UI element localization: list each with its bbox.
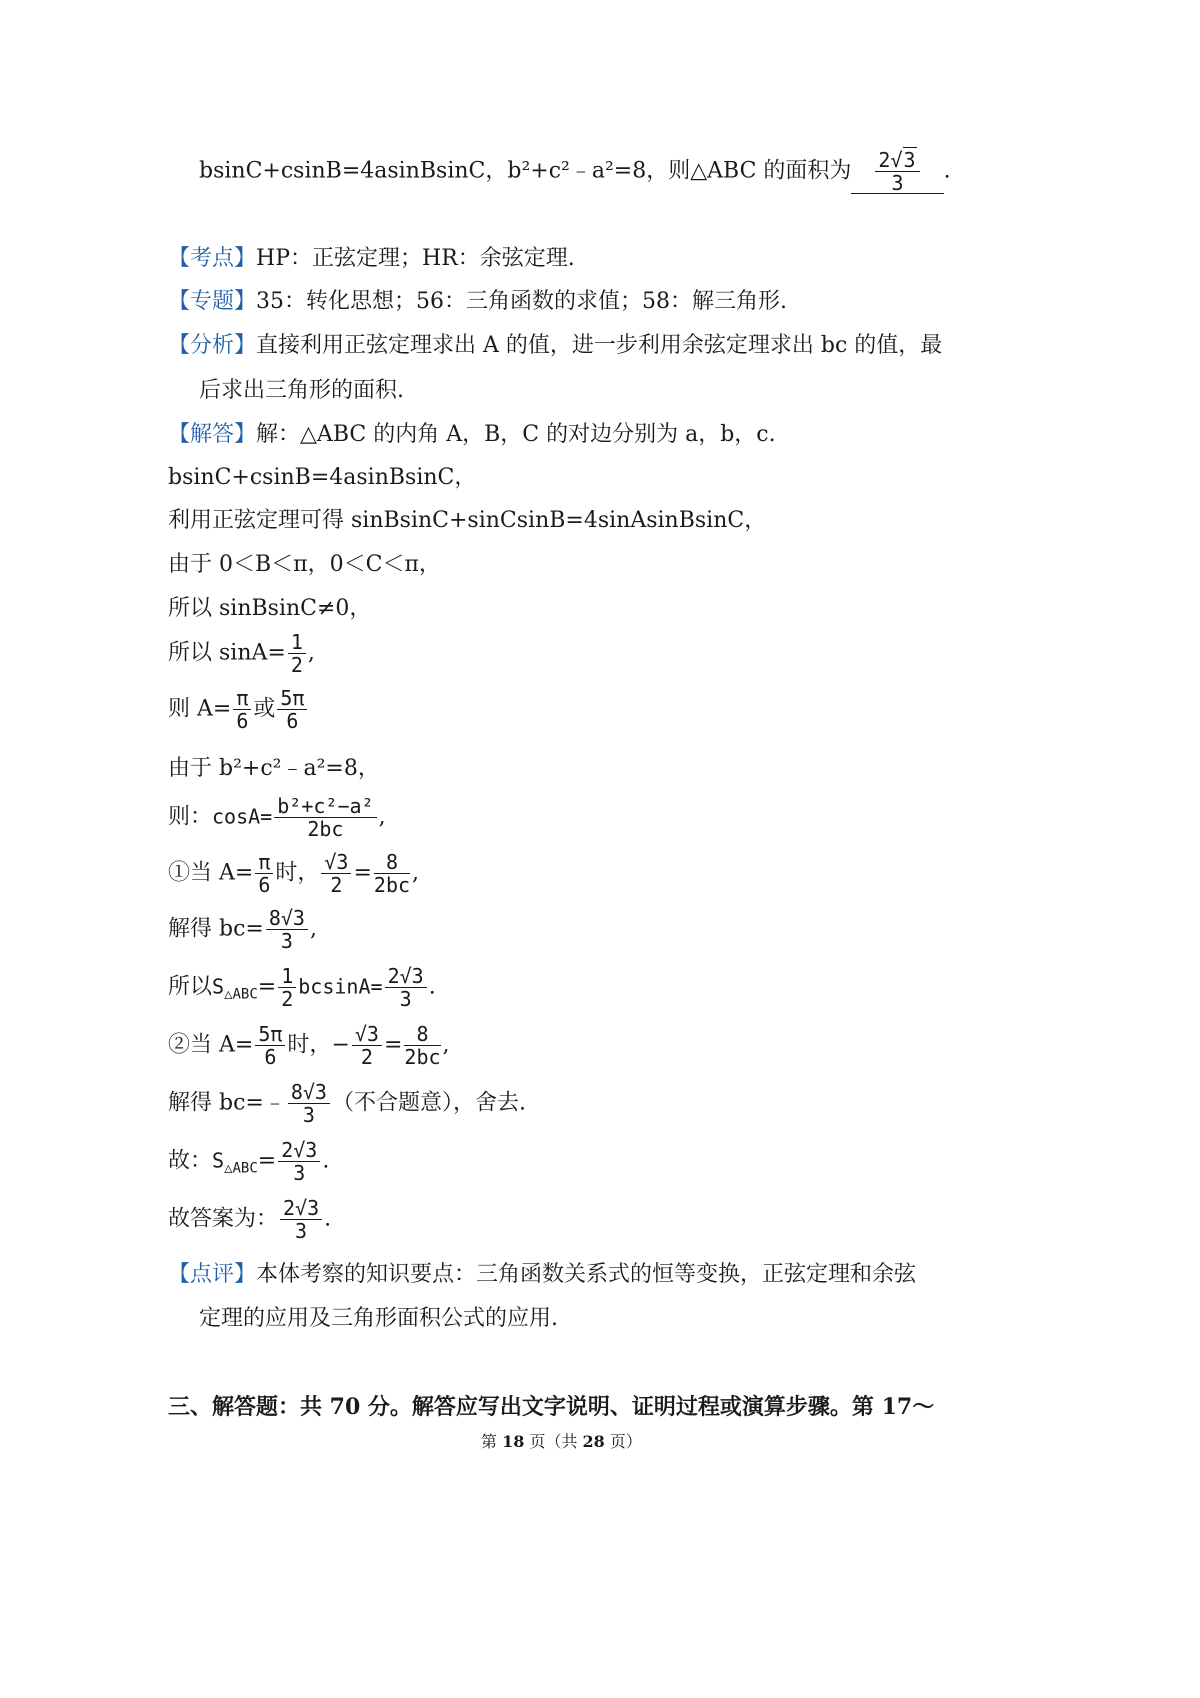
fraction-5pi-6: $\frac{5\pi}{6}$ bbox=[277, 688, 307, 731]
kaodian-line bbox=[168, 248, 575, 270]
solution-line-8: 则：cosA= $\frac{\text{b²+c²−a²}}{2bc}$ , bbox=[168, 794, 386, 841]
fraction-pi-6: $\frac{\pi}{6}$ bbox=[233, 688, 251, 731]
section-heading: 三、解答题：共 70 分。解答应写出文字说明、证明过程或演算步骤。第 17～ bbox=[168, 1394, 935, 1420]
question-text: bsinC+csinB=4asinBsinC，b²+c²﹣a²=8，则△ABC 的面积为 bbox=[199, 158, 852, 184]
solution-line-13: 解得 bc=﹣ $\frac{8√3}{3}$ （不合题意），舍去. bbox=[168, 1080, 526, 1127]
kaodian-text: HP：正弦定理；HR：余弦定理. bbox=[256, 246, 575, 271]
solution-line-15: 故答案为： $\frac{2√3}{3}$ . bbox=[168, 1196, 332, 1243]
dianping-line bbox=[168, 1264, 916, 1286]
dianping-line-2: 定理的应用及三角形面积公式的应用. bbox=[199, 1306, 558, 1331]
jieda-line bbox=[168, 424, 776, 446]
page-footer: 第 18 页（共 28 页） bbox=[481, 1432, 642, 1451]
fenxi-line bbox=[168, 335, 942, 357]
zhuanti-line bbox=[168, 291, 787, 313]
dianping-tag: 【点评】 bbox=[168, 1262, 257, 1287]
page-number: 18 bbox=[502, 1432, 525, 1451]
solution-line-14: 故：$S_{\triangle ABC}=$ $\frac{2√3}{3}$ . bbox=[168, 1138, 330, 1185]
fenxi-text-1: 直接利用正弦定理求出 A 的值，进一步利用余弦定理求出 bc 的值，最 bbox=[256, 333, 943, 358]
fraction-cos-law: $\frac{\text{b²+c²−a²}}{2bc}$ bbox=[274, 796, 376, 839]
solution-line-2: 利用正弦定理可得 sinBsinC+sinCsinB=4sinAsinBsinC， bbox=[168, 508, 767, 533]
page-total: 28 bbox=[582, 1432, 605, 1451]
jieda-tag: 【解答】 bbox=[168, 422, 257, 447]
zhuanti-tag: 【专题】 bbox=[168, 289, 257, 314]
solution-line-6: 则 A= $\frac{\pi}{6}$ 或 $\frac{5\pi}{6}$ bbox=[168, 688, 309, 731]
solution-line-9: ①当 A= $\frac{\pi}{6}$ 时， $\frac{√3}{2}$ = $\frac{8}{2bc}$ , bbox=[168, 850, 420, 897]
dianping-text-1: 本体考察的知识要点：三角函数关系式的恒等变换，正弦定理和余弦 bbox=[256, 1262, 917, 1287]
solution-line-10: 解得 bc= $\frac{8√3}{3}$ , bbox=[168, 906, 317, 953]
question-line: bsinC+csinB=4asinBsinC，b²+c²﹣a²=8，则△ABC 的面积为 $\frac{2√3}{3}$ . bbox=[199, 148, 951, 195]
solution-line-12: ②当 A= $\frac{5\pi}{6}$ 时，− $\frac{√3}{2}$ = $\frac{8}{2bc}$ , bbox=[168, 1022, 450, 1069]
kaodian-tag: 【考点】 bbox=[168, 246, 257, 271]
solution-line-3: 由于 0＜B＜π，0＜C＜π， bbox=[168, 552, 441, 577]
zhuanti-text: 35：转化思想；56：三角函数的求值；58：解三角形. bbox=[256, 289, 787, 314]
solution-line-7: 由于 b²+c²﹣a²=8， bbox=[168, 756, 380, 781]
fraction-one-half: $\frac{1}{2}$ bbox=[288, 632, 306, 675]
solution-line-1: bsinC+csinB=4asinBsinC， bbox=[168, 465, 477, 490]
answer-fraction: $\frac{2√3}{3}$ bbox=[875, 150, 919, 193]
solution-line-4: 所以 sinBsinC≠0， bbox=[168, 596, 372, 621]
jieda-text: 解：△ABC 的内角 A，B，C 的对边分别为 a，b，c. bbox=[256, 422, 776, 447]
solution-line-5: 所以 sinA= $\frac{1}{2}$ , bbox=[168, 630, 315, 677]
fenxi-tag: 【分析】 bbox=[168, 333, 257, 358]
solution-line-11: 所以$S_{\triangle ABC}=$ $\frac{1}{2}$ bcsinA= $\frac{2√3}{3}$ . bbox=[168, 964, 436, 1011]
answer-blank bbox=[851, 150, 943, 194]
fenxi-line-2: 后求出三角形的面积. bbox=[199, 378, 404, 403]
